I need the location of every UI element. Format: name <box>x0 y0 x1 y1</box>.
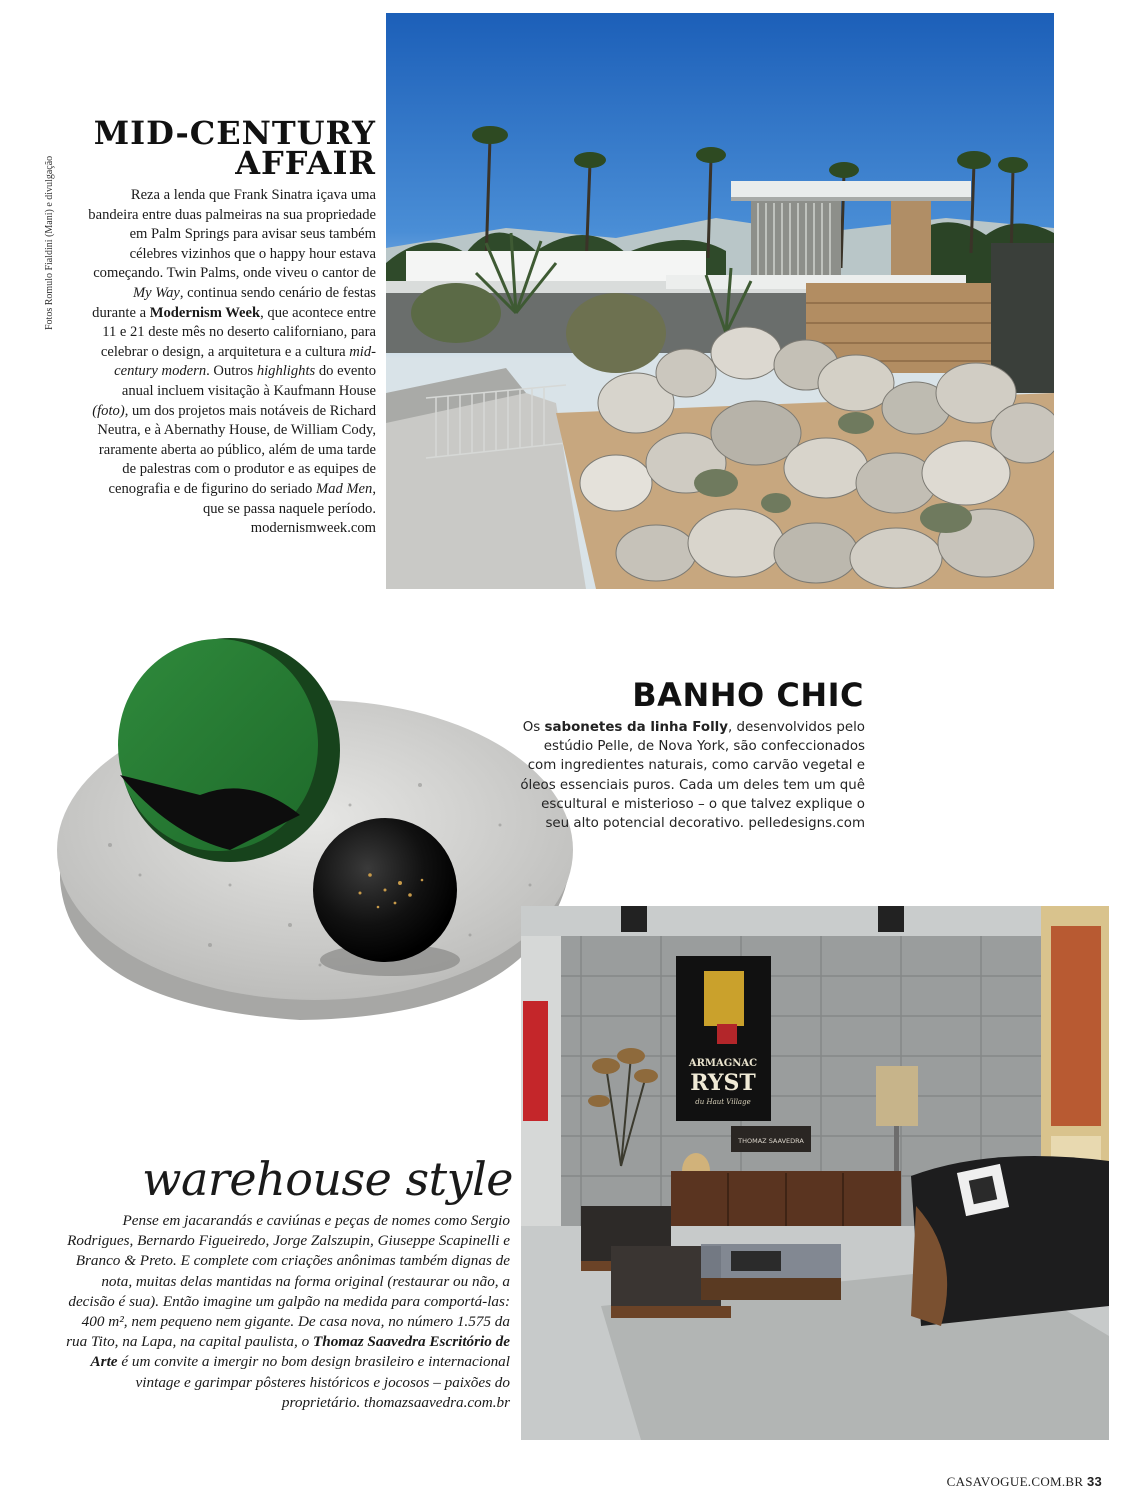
warehouse-paragraph <box>60 1211 510 1413</box>
mid-century-title <box>93 114 376 182</box>
mid-century-text: Reza a lenda que Frank Sinatra içava uma bandeira entre duas palmeiras na sua propriedade em Palm Springs para avisar seus também célebres vizinhos que o happy hour estava começando. Twin Palms, onde viveu o cantor de <box>88 187 376 282</box>
foto-note: (foto) <box>92 402 125 419</box>
warehouse-text: Pense em jacarandás e caviúnas e peças de nomes como Sergio Rodrigues, Bernardo Figueiredo, Jorge Zalszupin, Giuseppe Scapinelli e Branco & Preto. E complete com criações anônimas também dignas de nota, muitas delas mantidas na forma original (restaurar ou não, a decisão é sua). Então imagine um galpão na medida para comportá-las: 400 m², nem pequeno nem gigante. De casa nova, no número 1.575 da rua Tito, na Lapa, na capital paulista, o <box>66 1212 510 1351</box>
folly-soaps-illustration <box>50 625 590 1025</box>
mid-century-modern-term: mid-century modern <box>114 343 376 380</box>
my-way-title: My Way <box>132 284 180 301</box>
showroom-illustration <box>521 906 1109 1440</box>
mid-century-text: , que acontece entre 11 e 21 deste mês no deserto californiano, para celebrar o design, a arquitetura e a cultura <box>100 304 376 360</box>
poster-line2: RYST <box>690 1070 756 1096</box>
page-folio <box>947 1474 1102 1490</box>
mid-century-article <box>86 186 376 539</box>
mad-men-title: Mad Men <box>316 480 373 497</box>
thomaz-saavedra-highlight: Thomaz Saavedra Escritório de Arte <box>90 1333 510 1371</box>
mid-century-text: . Outros <box>206 363 257 380</box>
banho-chic-text: Os <box>522 720 545 735</box>
mid-century-title-line2: AFFAIR <box>235 144 376 182</box>
mid-century-text: , continua sendo cenário de festas durante a <box>92 284 376 321</box>
mid-century-title-line1: MID-CENTURY <box>93 114 376 152</box>
banho-chic-title: BANHO CHIC <box>632 676 864 714</box>
thomaz-saavedra-showroom-photo <box>521 906 1109 1440</box>
photo-credit-text: Fotos Romulo Fialdini (Mani) e divulgação <box>44 155 55 330</box>
warehouse-style-title: warehouse style <box>142 1152 513 1206</box>
warehouse-text: é um convite a imergir no bom design brasileiro e internacional vintage e garimpar pôsteres históricos e jocosos – paixões do proprietário. thomazsaavedra.com.br <box>117 1353 510 1411</box>
kaufmann-house-illustration <box>386 13 1054 589</box>
banho-chic-article <box>520 718 865 833</box>
highlights-term: highlights <box>256 363 316 380</box>
mid-century-text: do evento anual incluem visitação à Kaufmann House <box>121 363 376 399</box>
mid-century-text: , que se passa naquele período. modernismweek.com <box>202 480 376 537</box>
mid-century-paragraph <box>86 186 376 539</box>
poster-line3: du Haut Village <box>695 1098 751 1106</box>
warehouse-style-article <box>60 1211 510 1413</box>
banho-chic-paragraph <box>520 718 865 833</box>
page-number: 33 <box>1086 1474 1102 1489</box>
photo-credit <box>28 95 55 330</box>
showroom-sign: THOMAZ SAAVEDRA <box>738 1137 804 1145</box>
mid-century-text: , um dos projetos mais notáveis de Richard Neutra, e à Abernathy House, de William Cody, raramente aberta ao público, além de uma tarde de palestras com o produtor e as equipes de cenografia e de figurino do seriado <box>97 402 376 497</box>
kaufmann-house-photo <box>386 13 1054 589</box>
modernism-week-highlight: Modernism Week <box>149 304 261 321</box>
folio-site: CASAVOGUE.COM.BR <box>946 1474 1084 1489</box>
folly-soaps-highlight: sabonetes da linha Folly <box>544 720 728 735</box>
banho-chic-text: , desenvolvidos pelo estúdio Pelle, de Nova York, são confeccionados com ingredientes naturais, como carvão vegetal e óleos essenciais puros. Cada um deles tem um quê escultural e misterioso – o que talvez explique o seu alto potencial decorativo. pelledesigns.com <box>520 720 865 832</box>
folly-soaps-photo <box>50 625 590 1025</box>
poster-line1: ARMAGNAC <box>688 1058 758 1069</box>
